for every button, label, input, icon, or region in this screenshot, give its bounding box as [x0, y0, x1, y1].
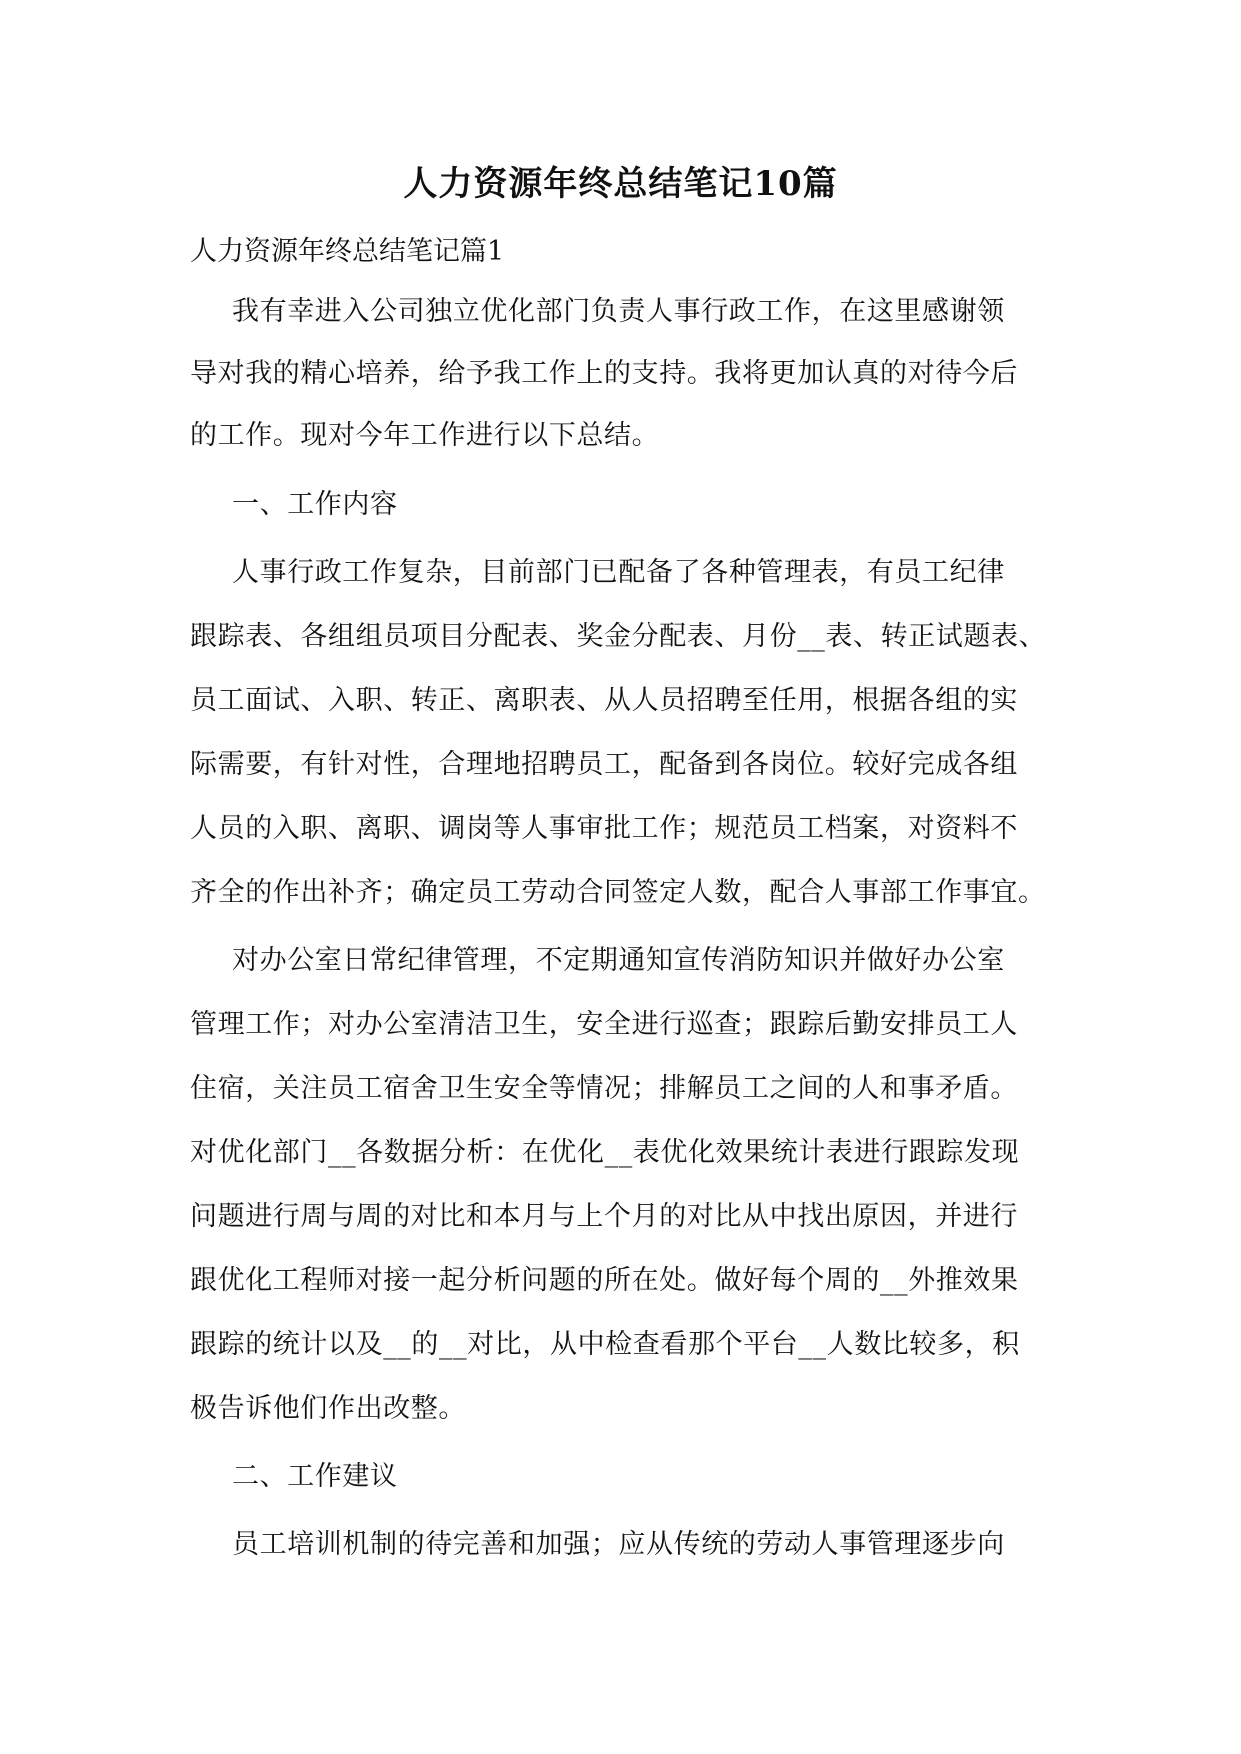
paragraph-line: 问题进行周与周的对比和本月与上个月的对比从中找出原因，并进行	[190, 1201, 1018, 1232]
paragraph-line: 我有幸进入公司独立优化部门负责人事行政工作，在这里感谢领	[232, 296, 1005, 327]
paragraph-line: 的工作。现对今年工作进行以下总结。	[190, 420, 660, 451]
paragraph-line: 导对我的精心培养，给予我工作上的支持。我将更加认真的对待今后	[190, 358, 1018, 389]
paragraph-line: 管理工作；对办公室清洁卫生，安全进行巡查；跟踪后勤安排员工人	[190, 1009, 1018, 1040]
paragraph-line: 住宿，关注员工宿舍卫生安全等情况；排解员工之间的人和事矛盾。	[190, 1073, 1018, 1104]
paragraph-line: 极告诉他们作出改整。	[190, 1393, 466, 1424]
section-heading: 人力资源年终总结笔记篇1	[190, 236, 505, 267]
document-title: 人力资源年终总结笔记10篇	[403, 164, 838, 204]
paragraph-line: 齐全的作出补齐；确定员工劳动合同签定人数，配合人事部工作事宜。	[190, 877, 1046, 908]
paragraph-line: 对办公室日常纪律管理，不定期通知宣传消防知识并做好办公室	[232, 945, 1005, 976]
paragraph-line: 跟踪表、各组组员项目分配表、奖金分配表、月份__表、转正试题表、	[190, 621, 1047, 652]
paragraph-line: 员工培训机制的待完善和加强；应从传统的劳动人事管理逐步向	[232, 1529, 1005, 1560]
paragraph-line: 人员的入职、离职、调岗等人事审批工作；规范员工档案，对资料不	[190, 813, 1018, 844]
section-label: 一、工作内容	[232, 489, 398, 520]
paragraph-line: 跟踪的统计以及__的__对比，从中检查看那个平台__人数比较多，积	[190, 1329, 1020, 1360]
paragraph-line: 对优化部门__各数据分析：在优化__表优化效果统计表进行跟踪发现	[190, 1137, 1020, 1168]
section-label: 二、工作建议	[232, 1461, 398, 1492]
paragraph-line: 员工面试、入职、转正、离职表、从人员招聘至任用，根据各组的实	[190, 685, 1018, 716]
paragraph-line: 际需要，有针对性，合理地招聘员工，配备到各岗位。较好完成各组	[190, 749, 1018, 780]
paragraph-line: 跟优化工程师对接一起分析问题的所在处。做好每个周的__外推效果	[190, 1265, 1019, 1296]
paragraph-line: 人事行政工作复杂，目前部门已配备了各种管理表，有员工纪律	[232, 557, 1005, 588]
